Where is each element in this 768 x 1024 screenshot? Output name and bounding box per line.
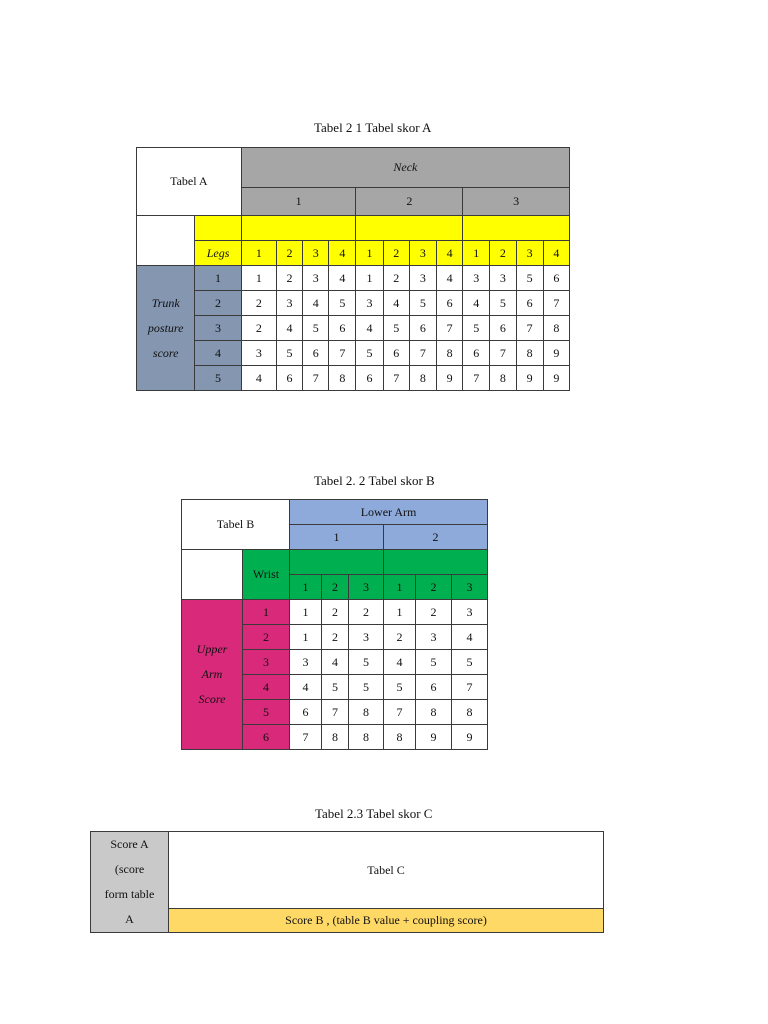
trunk-posture-label — [137, 266, 195, 391]
score-cell: 5 — [329, 291, 356, 316]
wrist-spacer-group-2 — [384, 550, 488, 575]
legs-value: 1 — [356, 241, 383, 266]
score-cell: 7 — [452, 675, 488, 700]
score-cell: 4 — [356, 316, 383, 341]
legs-spacer-group-3 — [463, 216, 570, 241]
table-a-blank-cell — [137, 216, 195, 266]
score-cell: 4 — [436, 266, 462, 291]
score-cell: 9 — [543, 366, 569, 391]
table-a-body — [137, 266, 570, 391]
score-cell: 7 — [383, 366, 409, 391]
score-cell: 6 — [329, 316, 356, 341]
score-cell: 9 — [416, 725, 452, 750]
legs-spacer-group-2 — [356, 216, 463, 241]
score-cell: 2 — [322, 625, 349, 650]
table-row — [182, 600, 488, 625]
score-cell: 6 — [416, 675, 452, 700]
score-a-line: form table — [104, 887, 155, 901]
score-cell: 9 — [436, 366, 462, 391]
score-cell: 6 — [303, 341, 329, 366]
legs-value: 4 — [543, 241, 569, 266]
table-c-title: Tabel C — [169, 832, 604, 909]
trunk-score: 3 — [195, 316, 241, 341]
score-cell: 4 — [290, 675, 322, 700]
score-cell: 2 — [276, 266, 302, 291]
trunk-label-line: posture — [147, 320, 184, 335]
score-cell: 9 — [516, 366, 543, 391]
legs-value: 1 — [241, 241, 276, 266]
score-cell: 8 — [416, 700, 452, 725]
score-cell: 3 — [241, 341, 276, 366]
score-cell: 8 — [543, 316, 569, 341]
score-cell: 4 — [452, 625, 488, 650]
score-cell: 8 — [384, 725, 416, 750]
neck-group-1: 1 — [241, 188, 356, 216]
upper-arm-score: 4 — [243, 675, 290, 700]
score-cell: 6 — [290, 700, 322, 725]
upper-arm-label-line: Score — [198, 692, 226, 706]
score-a-line: A — [125, 912, 134, 926]
lower-arm-header: Lower Arm — [290, 500, 488, 525]
legs-label: Legs — [195, 241, 241, 266]
score-cell: 8 — [436, 341, 462, 366]
upper-arm-label-line: Arm — [201, 667, 223, 681]
legs-value: 2 — [383, 241, 409, 266]
score-cell: 8 — [349, 700, 384, 725]
table-row — [137, 316, 570, 341]
upper-arm-score: 3 — [243, 650, 290, 675]
score-cell: 4 — [241, 366, 276, 391]
legs-spacer-group-1 — [241, 216, 356, 241]
table-b-caption: Tabel 2. 2 Tabel skor B — [314, 473, 435, 488]
score-cell: 4 — [276, 316, 302, 341]
score-cell: 2 — [416, 600, 452, 625]
table-a-corner: Tabel A — [137, 148, 242, 216]
score-b-header: Score B , (table B value + coupling score) — [169, 908, 604, 933]
score-cell: 6 — [409, 316, 436, 341]
score-cell: 5 — [452, 650, 488, 675]
score-cell: 7 — [516, 316, 543, 341]
score-cell: 3 — [303, 266, 329, 291]
score-cell: 8 — [490, 366, 516, 391]
table-a — [136, 147, 570, 391]
score-cell: 2 — [241, 316, 276, 341]
score-cell: 5 — [516, 266, 543, 291]
score-cell: 6 — [543, 266, 569, 291]
wrist-value: 1 — [290, 575, 322, 600]
trunk-label-line: score — [152, 345, 179, 360]
table-b-corner: Tabel B — [182, 500, 290, 550]
score-cell: 5 — [384, 675, 416, 700]
score-cell: 4 — [303, 291, 329, 316]
score-cell: 9 — [543, 341, 569, 366]
wrist-value: 2 — [416, 575, 452, 600]
score-cell: 7 — [322, 700, 349, 725]
table-b-body — [182, 600, 488, 750]
score-cell: 3 — [349, 625, 384, 650]
score-cell: 7 — [303, 366, 329, 391]
score-cell: 7 — [384, 700, 416, 725]
score-cell: 7 — [329, 341, 356, 366]
score-cell: 3 — [463, 266, 490, 291]
upper-arm-label-line: Upper — [196, 642, 228, 656]
trunk-score: 1 — [195, 266, 241, 291]
upper-arm-score: 6 — [243, 725, 290, 750]
trunk-label-line: Trunk — [151, 295, 180, 310]
score-cell: 2 — [241, 291, 276, 316]
neck-header: Neck — [241, 148, 569, 188]
score-cell: 4 — [463, 291, 490, 316]
score-cell: 6 — [383, 341, 409, 366]
score-cell: 5 — [349, 675, 384, 700]
score-cell: 5 — [349, 650, 384, 675]
table-row — [137, 366, 570, 391]
wrist-spacer-group-1 — [290, 550, 384, 575]
upper-arm-score: 5 — [243, 700, 290, 725]
legs-value: 2 — [490, 241, 516, 266]
legs-value: 3 — [303, 241, 329, 266]
table-row — [137, 291, 570, 316]
score-cell: 7 — [490, 341, 516, 366]
score-cell: 3 — [356, 291, 383, 316]
table-row — [137, 266, 570, 291]
wrist-value: 3 — [349, 575, 384, 600]
lower-arm-group-1: 1 — [290, 525, 384, 550]
score-cell: 3 — [276, 291, 302, 316]
score-cell: 5 — [276, 341, 302, 366]
legs-value: 4 — [436, 241, 462, 266]
table-b — [181, 499, 488, 750]
score-cell: 5 — [463, 316, 490, 341]
legs-value: 3 — [409, 241, 436, 266]
score-cell: 6 — [516, 291, 543, 316]
score-a-line: Score A — [110, 837, 149, 851]
neck-group-3: 3 — [463, 188, 570, 216]
score-cell: 6 — [463, 341, 490, 366]
table-b-blank-cell — [182, 550, 243, 600]
score-cell: 3 — [490, 266, 516, 291]
lower-arm-group-2: 2 — [384, 525, 488, 550]
legs-value: 2 — [276, 241, 302, 266]
table-row — [137, 341, 570, 366]
table-a-caption: Tabel 2 1 Tabel skor A — [314, 120, 432, 135]
score-cell: 4 — [383, 291, 409, 316]
score-cell: 7 — [290, 725, 322, 750]
upper-arm-score: 1 — [243, 600, 290, 625]
score-cell: 3 — [416, 625, 452, 650]
score-cell: 5 — [383, 316, 409, 341]
wrist-value: 3 — [452, 575, 488, 600]
score-cell: 8 — [349, 725, 384, 750]
upper-arm-score: 2 — [243, 625, 290, 650]
trunk-score: 4 — [195, 341, 241, 366]
score-cell: 7 — [543, 291, 569, 316]
trunk-score: 5 — [195, 366, 241, 391]
score-cell: 4 — [322, 650, 349, 675]
wrist-value: 1 — [384, 575, 416, 600]
score-cell: 8 — [516, 341, 543, 366]
score-cell: 1 — [290, 625, 322, 650]
score-cell: 2 — [349, 600, 384, 625]
score-cell: 5 — [303, 316, 329, 341]
score-cell: 8 — [322, 725, 349, 750]
score-cell: 3 — [290, 650, 322, 675]
score-cell: 1 — [356, 266, 383, 291]
table-c — [90, 831, 604, 933]
score-cell: 7 — [436, 316, 462, 341]
score-cell: 8 — [452, 700, 488, 725]
score-cell: 2 — [384, 625, 416, 650]
score-cell: 2 — [383, 266, 409, 291]
neck-group-2: 2 — [356, 188, 463, 216]
score-cell: 3 — [409, 266, 436, 291]
score-cell: 1 — [241, 266, 276, 291]
table-c-caption: Tabel 2.3 Tabel skor C — [315, 806, 433, 821]
score-cell: 4 — [384, 650, 416, 675]
score-cell: 7 — [463, 366, 490, 391]
score-cell: 1 — [384, 600, 416, 625]
score-a-cell — [91, 832, 169, 933]
legs-value: 3 — [516, 241, 543, 266]
legs-spacer-cell — [195, 216, 241, 241]
score-cell: 8 — [409, 366, 436, 391]
score-cell: 5 — [416, 650, 452, 675]
score-cell: 8 — [329, 366, 356, 391]
score-a-line: (score — [114, 862, 145, 876]
score-cell: 1 — [290, 600, 322, 625]
score-cell: 6 — [356, 366, 383, 391]
score-cell: 3 — [452, 600, 488, 625]
score-cell: 5 — [322, 675, 349, 700]
score-cell: 6 — [490, 316, 516, 341]
upper-arm-score-label — [182, 600, 243, 750]
score-cell: 4 — [329, 266, 356, 291]
score-cell: 5 — [409, 291, 436, 316]
score-cell: 6 — [276, 366, 302, 391]
trunk-score: 2 — [195, 291, 241, 316]
score-cell: 6 — [436, 291, 462, 316]
score-cell: 5 — [490, 291, 516, 316]
wrist-value: 2 — [322, 575, 349, 600]
wrist-label: Wrist — [243, 550, 290, 600]
score-cell: 5 — [356, 341, 383, 366]
legs-value: 4 — [329, 241, 356, 266]
legs-value: 1 — [463, 241, 490, 266]
score-cell: 9 — [452, 725, 488, 750]
score-cell: 2 — [322, 600, 349, 625]
score-cell: 7 — [409, 341, 436, 366]
